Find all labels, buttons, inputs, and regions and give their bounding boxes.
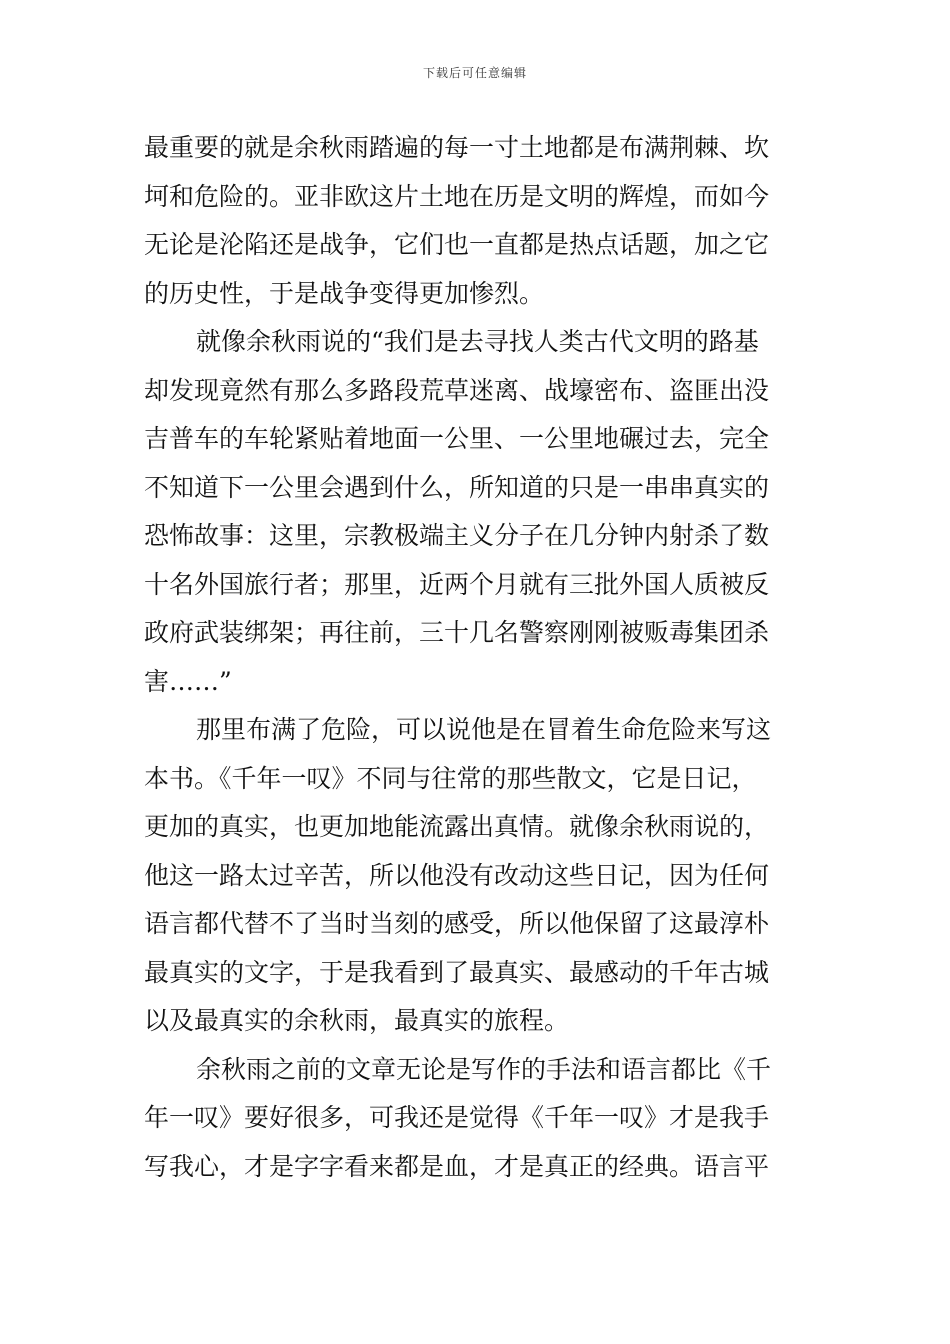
paragraph-first-line: 那里布满了危险，可以说他是在冒着生命危险来写这 [196, 715, 772, 744]
text-line: 十名外国旅行者；那里，近两个月就有三批外国人质被反 [144, 569, 770, 599]
text-line: 更加的真实，也更加地能流露出真情。就像余秋雨说的， [144, 812, 770, 841]
text-line: 最重要的就是余秋雨踏遍的每一寸土地都是布满荆棘、坎 [144, 133, 770, 162]
text-line: 害……” [144, 666, 232, 696]
text-line: 最真实的文字，于是我看到了最真实、最感动的千年古城 [144, 957, 770, 987]
text-line: 年一叹》要好很多，可我还是觉得《千年一叹》才是我手 [144, 1103, 770, 1132]
text-line: 恐怖故事：这里，宗教极端主义分子在几分钟内射杀了数 [144, 521, 770, 550]
text-line: 坷和危险的。亚非欧这片土地在历是文明的辉煌，而如今 [144, 181, 770, 211]
text-line: 本书。《千年一叹》不同与往常的那些散文，它是日记， [144, 763, 757, 793]
text-line: 写我心，才是字字看来都是血，才是真正的经典。语言平 [144, 1151, 770, 1181]
body-text [144, 124, 810, 1191]
text-line: 的历史性，于是战争变得更加惨烈。 [144, 278, 545, 308]
paragraph-first-line: 余秋雨之前的文章无论是写作的手法和语言都比《千 [196, 1054, 772, 1084]
text-line: 语言都代替不了当时当刻的感受，所以他保留了这最淳朴 [144, 909, 770, 938]
text-line: 政府武装绑架；再往前，三十几名警察刚刚被贩毒集团杀 [144, 618, 770, 647]
text-line: 吉普车的车轮紧贴着地面一公里、一公里地碾过去，完全 [144, 424, 770, 453]
text-line: 却发现竟然有那么多路段荒草迷离、战壕密布、盗匪出没 [144, 375, 770, 405]
text-line: 无论是沦陷还是战争，它们也一直都是热点话题，加之它 [144, 230, 770, 259]
page-header: 下载后可任意编辑 [422, 66, 527, 80]
text-line: 他这一路太过辛苦，所以他没有改动这些日记，因为任何 [144, 860, 770, 890]
text-line: 不知道下一公里会遇到什么，所知道的只是一串串真实的 [144, 472, 770, 502]
text-line: 以及最真实的余秋雨，最真实的旅程。 [144, 1006, 570, 1035]
paragraph-first-line: 就像余秋雨说的“我们是去寻找人类古代文明的路基 [196, 327, 759, 356]
